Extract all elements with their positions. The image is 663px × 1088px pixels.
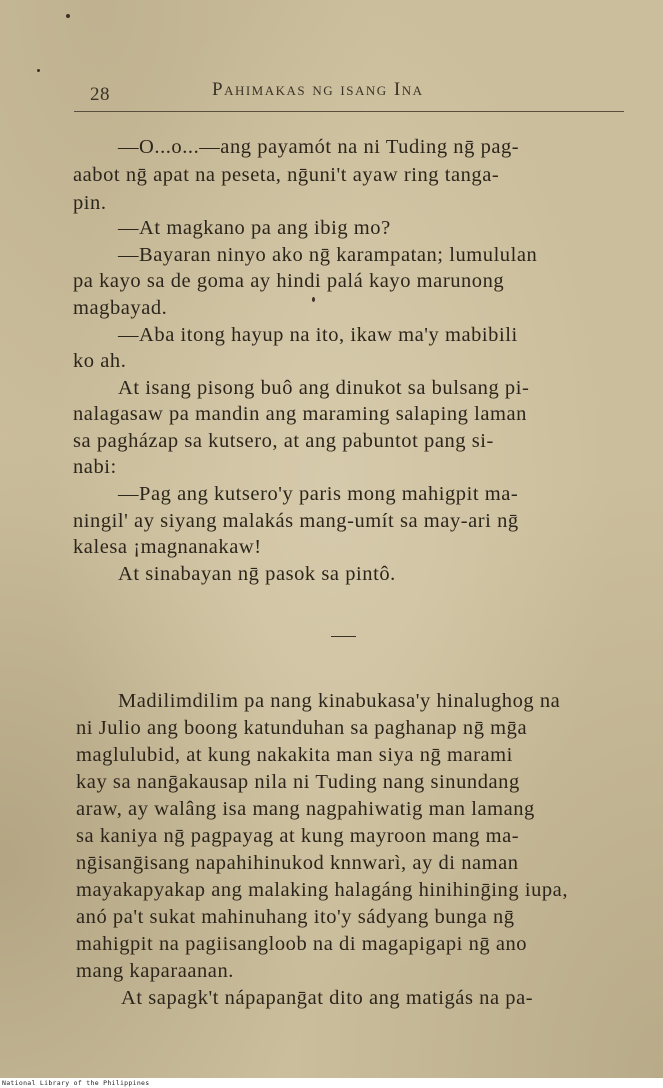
text-line: At sinabayan nḡ pasok sa pintô. [118,563,396,585]
text-line: araw, ay walâng isa mang nagpahiwatig man lamang [76,798,535,820]
ink-speck [37,69,40,72]
page-number: 28 [90,84,110,105]
text-line: ni Julio ang boong katunduhan sa paghanap nḡ mḡa [76,717,528,739]
text-line: nḡisanḡisang napahihinukod knnwarì, ay di naman [76,852,519,874]
text-line: anó pa't sukat mahinuhang ito'y sádyang bunga nḡ [76,906,515,928]
text-line: Madilimdilim pa nang kinabukasa'y hinalughog na [118,690,561,712]
text-line: ko ah. [73,350,127,372]
text-line: —O...o...—ang payamót na ni Tuding nḡ pag- [118,136,520,158]
section-divider [331,636,356,637]
text-line: At sapagk't nápapanḡat dito ang matigás na pa- [121,987,534,1009]
text-line: magbayad. [73,297,168,319]
text-line: pin. [73,192,107,214]
text-line: —At magkano pa ang ibig mo? [118,217,391,239]
text-line: maglulubid, at kung nakakita man siya nḡ marami [76,744,513,766]
text-line: sa kaniya nḡ pagpayag at kung mayroon mang ma- [76,825,520,847]
text-line: —Bayaran ninyo ako nḡ karampatan; lumululan [118,244,538,266]
text-line: nabi: [73,456,117,478]
text-line: At isang pisong buô ang dinukot sa bulsang pi- [118,377,530,399]
text-line: pa kayo sa de goma ay hindi palá kayo marunong [73,270,505,292]
text-line: mayakapyakap ang malaking halagáng hinihinḡing iupa, [76,879,568,901]
ink-speck [66,14,70,18]
library-credit: National Library of the Philippines [2,1079,150,1087]
text-line: sa pagházap sa kutsero, at ang pabuntot pang si- [73,430,494,452]
running-header-title: Pahimakas ng isang Ina [212,79,424,100]
text-line: kay sa nanḡakausap nila ni Tuding nang sinundang [76,771,520,793]
text-line: —Pag ang kutsero'y paris mong mahigpit ma- [118,483,519,505]
text-line: kalesa ¡magnanakaw! [73,536,262,558]
header-rule [74,111,624,112]
text-line: mang kaparaanan. [76,960,234,982]
text-line: —Aba itong hayup na ito, ikaw ma'y mabibili [118,324,518,346]
text-line: aabot nḡ apat na peseta, nḡuni't ayaw ring tanga- [73,164,500,186]
text-line: nalagasaw pa mandin ang maraming salaping laman [73,403,527,425]
text-line: ningil' ay siyang malakás mang-umít sa may-ari nḡ [73,510,519,532]
ink-speck [312,297,315,302]
text-line: mahigpit na pagiisangloob na di magapigapi nḡ ano [76,933,528,955]
